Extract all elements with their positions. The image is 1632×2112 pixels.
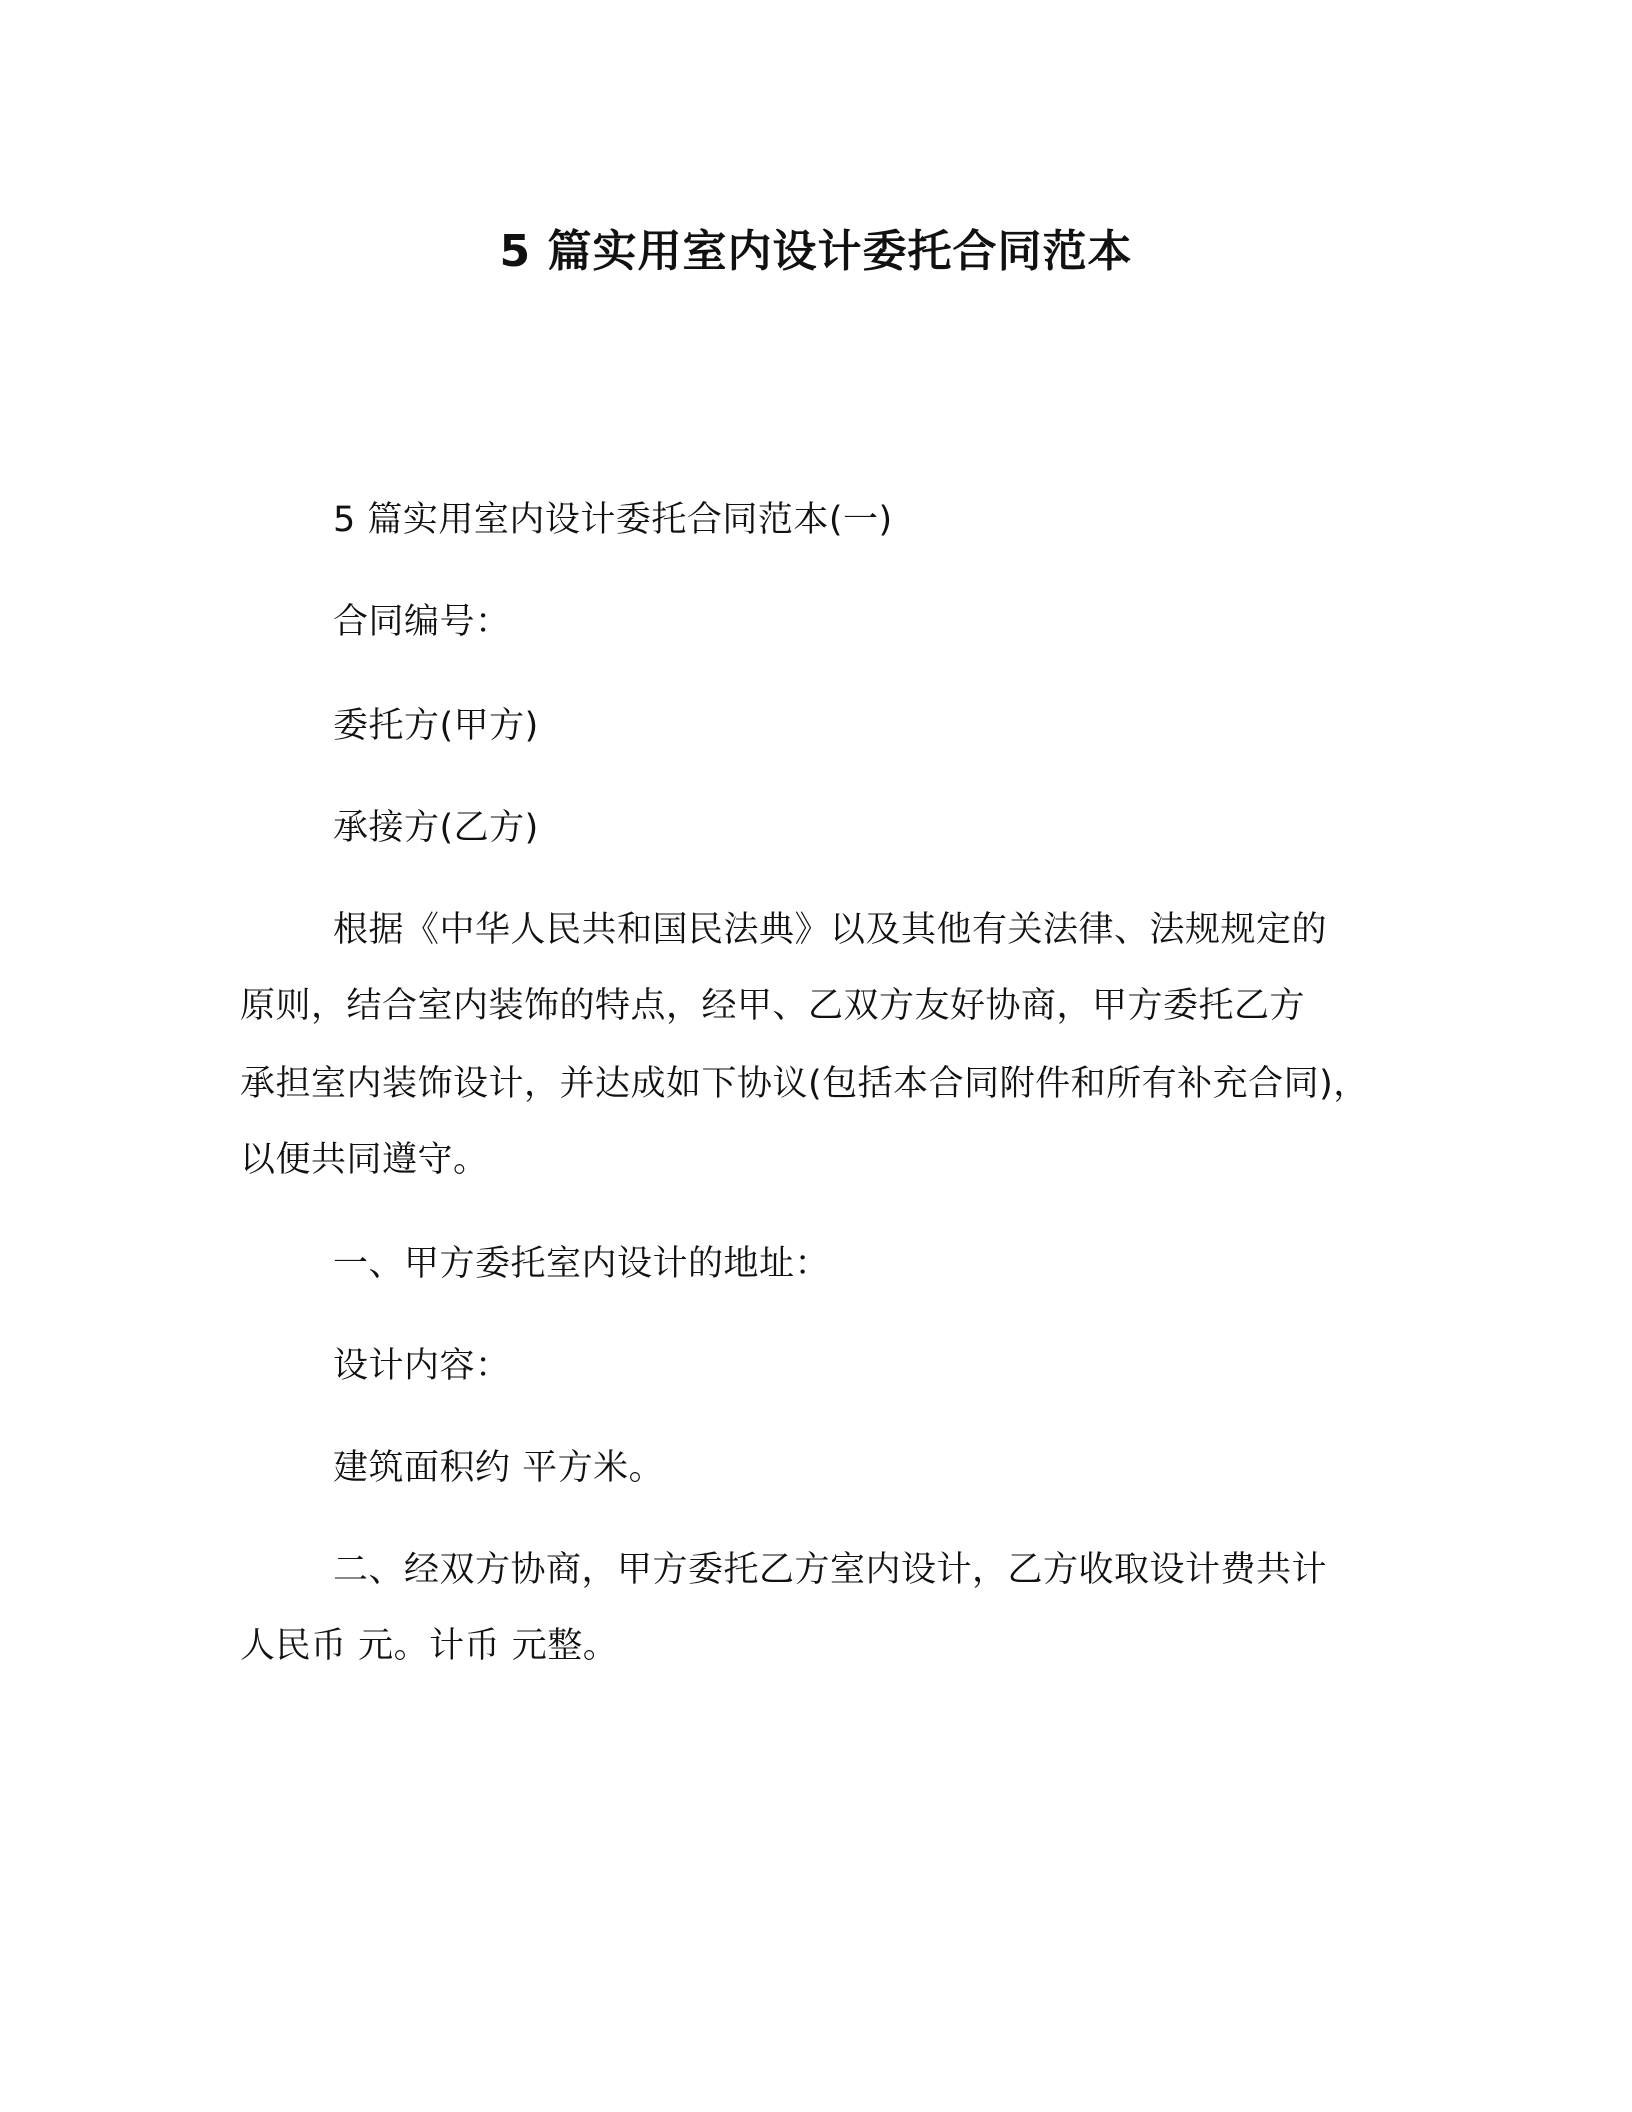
design-content-label: 设计内容： <box>333 1346 511 1386</box>
clause-one-heading: 一、甲方委托室内设计的地址： <box>333 1244 831 1284</box>
section-heading: 5 篇实用室内设计委托合同范本(一) <box>333 500 893 540</box>
clause-two-line: 二、经双方协商，甲方委托乙方室内设计，乙方收取设计费共计 <box>333 1550 1328 1590</box>
paragraph-line: 以便共同遵守。 <box>240 1140 489 1180</box>
clause-two-line: 人民币 元。计币 元整。 <box>240 1626 619 1666</box>
contractor-party-label: 承接方(乙方) <box>333 808 539 848</box>
contract-number-label: 合同编号： <box>333 602 511 642</box>
document-title: 5 篇实用室内设计委托合同范本 <box>499 226 1133 277</box>
paragraph-line: 根据《中华人民共和国民法典》以及其他有关法律、法规规定的 <box>333 910 1328 950</box>
paragraph-line: 原则，结合室内装饰的特点，经甲、乙双方友好协商，甲方委托乙方 <box>240 986 1306 1026</box>
client-party-label: 委托方(甲方) <box>333 706 539 746</box>
paragraph-line: 承担室内装饰设计，并达成如下协议(包括本合同附件和所有补充合同)， <box>240 1064 1369 1104</box>
building-area-line: 建筑面积约 平方米。 <box>333 1448 665 1488</box>
